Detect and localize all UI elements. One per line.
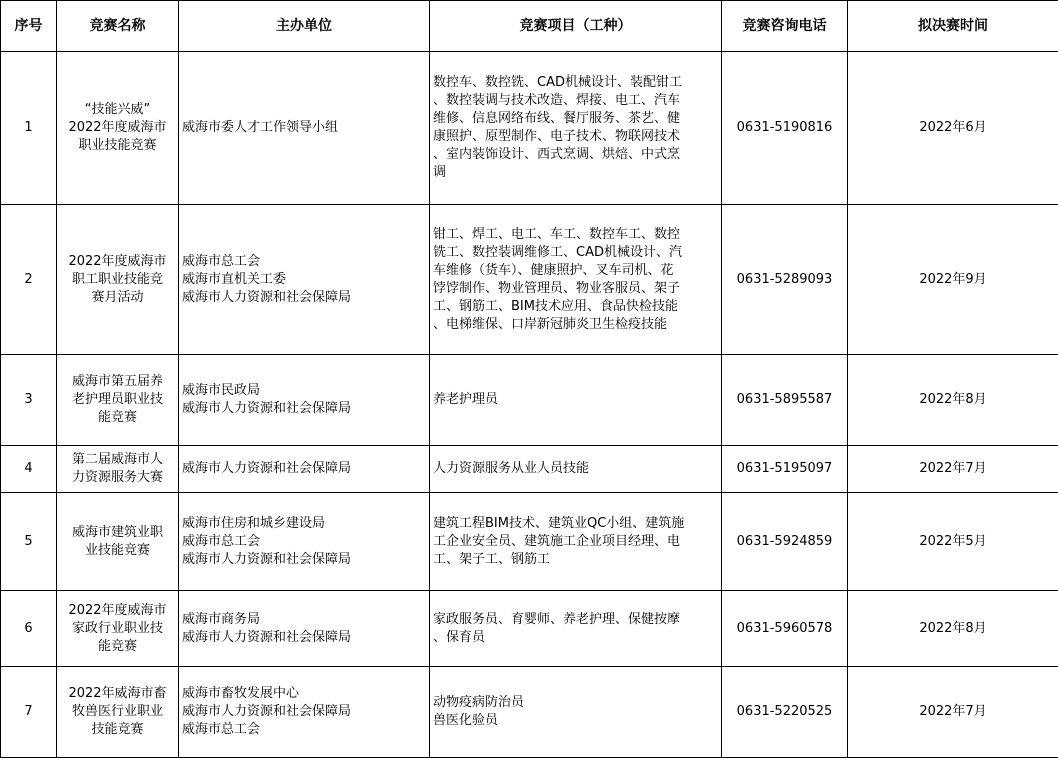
cell-no: 4 [1, 446, 57, 493]
table-row [1, 446, 1058, 493]
cell-no: 5 [1, 493, 57, 591]
header-org: 主办单位 [179, 1, 430, 52]
cell-no: 2 [1, 205, 57, 355]
header-items: 竞赛项目（工种） [430, 1, 722, 52]
cell-time: 2022年6月 [848, 52, 1058, 205]
cell-phone: 0631-5220525 [722, 667, 848, 758]
cell-items: 养老护理员 [430, 355, 722, 446]
cell-name: 威海市第五届养 老护理员职业技 能竞赛 [57, 355, 179, 446]
header-no: 序号 [1, 1, 57, 52]
cell-no: 3 [1, 355, 57, 446]
cell-name: 2022年威海市畜 牧兽医行业职业 技能竞赛 [57, 667, 179, 758]
header-time: 拟决赛时间 [848, 1, 1058, 52]
cell-phone: 0631-5289093 [722, 205, 848, 355]
cell-no: 7 [1, 667, 57, 758]
cell-time: 2022年9月 [848, 205, 1058, 355]
header-name: 竞赛名称 [57, 1, 179, 52]
table-row [1, 667, 1058, 758]
header-row [1, 1, 1058, 52]
cell-org: 威海市委人才工作领导小组 [179, 52, 430, 205]
cell-time: 2022年5月 [848, 493, 1058, 591]
cell-items: 建筑工程BIM技术、建筑业QC小组、建筑施 工企业安全员、建筑施工企业项目经理、电 工、架子工、钢筋工 [430, 493, 722, 591]
table-row [1, 52, 1058, 205]
cell-time: 2022年8月 [848, 591, 1058, 667]
cell-items: 家政服务员、育婴师、养老护理、保健按摩 、保育员 [430, 591, 722, 667]
cell-no: 6 [1, 591, 57, 667]
cell-name: 第二届威海市人 力资源服务大赛 [57, 446, 179, 493]
table-row [1, 205, 1058, 355]
cell-org: 威海市商务局 威海市人力资源和社会保障局 [179, 591, 430, 667]
cell-phone: 0631-5190816 [722, 52, 848, 205]
table-row [1, 355, 1058, 446]
cell-time: 2022年7月 [848, 446, 1058, 493]
cell-name: 威海市建筑业职 业技能竞赛 [57, 493, 179, 591]
cell-name: “技能兴威” 2022年度威海市 职业技能竞赛 [57, 52, 179, 205]
cell-phone: 0631-5924859 [722, 493, 848, 591]
cell-org: 威海市民政局 威海市人力资源和社会保障局 [179, 355, 430, 446]
cell-name: 2022年度威海市 职工职业技能竞 赛月活动 [57, 205, 179, 355]
cell-items: 数控车、数控铣、CAD机械设计、装配钳工 、数控装调与技术改造、焊接、电工、汽车 维修、信息网络布线、餐厅服务、茶艺、健 康照护、原型制作、电子技术、物联网技术 、室内装饰设计、西式烹调、烘焙、中式烹 调 [430, 52, 722, 205]
cell-org: 威海市总工会 威海市直机关工委 威海市人力资源和社会保障局 [179, 205, 430, 355]
cell-phone: 0631-5195097 [722, 446, 848, 493]
cell-time: 2022年7月 [848, 667, 1058, 758]
cell-name: 2022年度威海市 家政行业职业技 能竞赛 [57, 591, 179, 667]
cell-time: 2022年8月 [848, 355, 1058, 446]
header-phone: 竞赛咨询电话 [722, 1, 848, 52]
table-row [1, 591, 1058, 667]
cell-org: 威海市人力资源和社会保障局 [179, 446, 430, 493]
table-row [1, 493, 1058, 591]
cell-no: 1 [1, 52, 57, 205]
cell-phone: 0631-5960578 [722, 591, 848, 667]
cell-phone: 0631-5895587 [722, 355, 848, 446]
cell-items: 动物疫病防治员 兽医化验员 [430, 667, 722, 758]
cell-items: 钳工、焊工、电工、车工、数控车工、数控 铣工、数控装调维修工、CAD机械设计、汽 车维修（货车）、健康照护、叉车司机、花 饽饽制作、物业管理员、物业客服员、架子 工、钢筋工、BIM技术应用、食品快检技能 、电梯维保、口岸新冠肺炎卫生检疫技能 [430, 205, 722, 355]
cell-items: 人力资源服务从业人员技能 [430, 446, 722, 493]
cell-org: 威海市住房和城乡建设局 威海市总工会 威海市人力资源和社会保障局 [179, 493, 430, 591]
cell-org: 威海市畜牧发展中心 威海市人力资源和社会保障局 威海市总工会 [179, 667, 430, 758]
